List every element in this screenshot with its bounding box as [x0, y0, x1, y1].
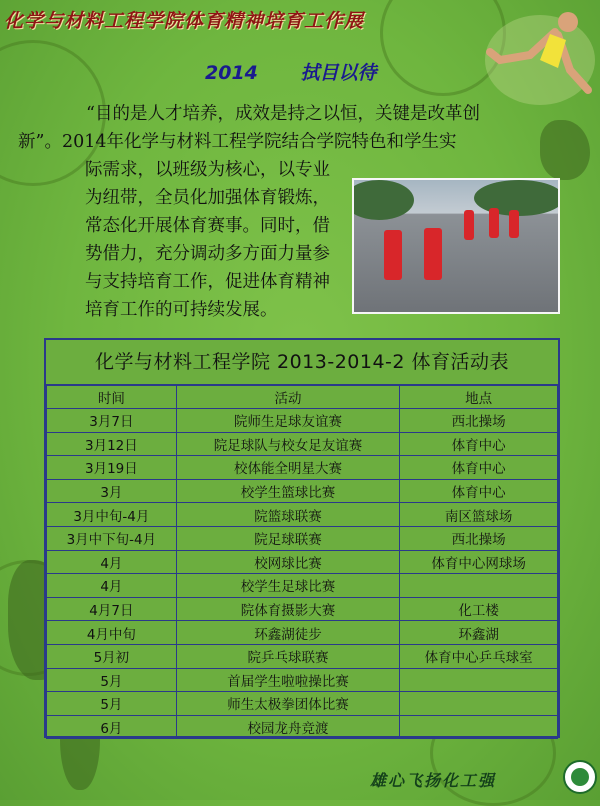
cell-activity: 院师生足球友谊赛 — [176, 409, 400, 433]
cell-location: 南区篮球场 — [400, 503, 558, 527]
cell-time: 5月初 — [47, 644, 177, 668]
cell-activity: 院足球队与校女足友谊赛 — [176, 432, 400, 456]
basketball-photo — [352, 178, 560, 314]
footer-slogan: 雄心飞扬化工强 — [370, 771, 497, 790]
column-header-time: 时间 — [47, 386, 177, 409]
table-row — [47, 621, 558, 645]
table-row — [47, 526, 558, 550]
table-row — [47, 432, 558, 456]
page-title: 化学与材料工程学院体育精神培育工作展 — [4, 10, 365, 32]
cell-activity: 校网球比赛 — [176, 550, 400, 574]
cell-time: 3月19日 — [47, 456, 177, 480]
cell-location: 体育中心乒乓球室 — [400, 644, 558, 668]
table-header-row — [47, 386, 558, 409]
cell-location — [400, 715, 558, 739]
intro-line: 为纽带，全员化加强体育锻炼， — [85, 188, 330, 208]
cell-activity: 院足球联赛 — [176, 526, 400, 550]
cell-location — [400, 692, 558, 716]
cell-location: 体育中心 — [400, 456, 558, 480]
table-row — [47, 479, 558, 503]
cell-time: 4月 — [47, 574, 177, 598]
cell-location — [400, 574, 558, 598]
photo-player — [464, 210, 474, 240]
cell-activity: 环鑫湖徒步 — [176, 621, 400, 645]
photo-player — [489, 208, 499, 238]
school-logo-icon — [563, 760, 597, 794]
column-header-location: 地点 — [400, 386, 558, 409]
intro-line: 新”。2014年化学与材料工程学院结合学院特色和学生实 — [18, 132, 457, 152]
cell-activity: 师生太极拳团体比赛 — [176, 692, 400, 716]
cell-time: 4月7日 — [47, 597, 177, 621]
photo-player — [424, 228, 442, 280]
cell-time: 5月 — [47, 692, 177, 716]
cell-location: 体育中心 — [400, 479, 558, 503]
cell-location: 西北操场 — [400, 526, 558, 550]
table-row — [47, 644, 558, 668]
table-row — [47, 692, 558, 716]
cell-activity: 校园龙舟竞渡 — [176, 715, 400, 739]
photo-player — [509, 210, 519, 238]
cell-activity: 院体育摄影大赛 — [176, 597, 400, 621]
table-row — [47, 597, 558, 621]
cell-location: 西北操场 — [400, 409, 558, 433]
cell-time: 3月7日 — [47, 409, 177, 433]
cell-location — [400, 668, 558, 692]
cell-time: 6月 — [47, 715, 177, 739]
cell-time: 3月12日 — [47, 432, 177, 456]
cell-activity: 首届学生啦啦操比赛 — [176, 668, 400, 692]
table-row — [47, 715, 558, 739]
table-row — [47, 550, 558, 574]
intro-line: 际需求，以班级为核心，以专业 — [85, 160, 330, 180]
activity-schedule-table — [44, 338, 560, 738]
column-header-activity: 活动 — [176, 386, 400, 409]
cell-location: 化工楼 — [400, 597, 558, 621]
cell-time: 4月 — [47, 550, 177, 574]
cell-location: 环鑫湖 — [400, 621, 558, 645]
intro-line: 势借力，充分调动多方面力量参 — [85, 244, 330, 264]
cell-location: 体育中心网球场 — [400, 550, 558, 574]
intro-line: “目的是人才培养，成效是持之以恒，关键是改革创 — [86, 104, 480, 124]
table-row — [47, 503, 558, 527]
cell-time: 4月中旬 — [47, 621, 177, 645]
cell-time: 5月 — [47, 668, 177, 692]
cell-time: 3月中下旬-4月 — [47, 526, 177, 550]
cell-activity: 校学生篮球比赛 — [176, 479, 400, 503]
table-row — [47, 409, 558, 433]
subtitle — [205, 58, 413, 88]
cell-activity: 院篮球联赛 — [176, 503, 400, 527]
subtitle-motto: 拭目以待 — [300, 62, 377, 84]
cell-activity: 校学生足球比赛 — [176, 574, 400, 598]
table-row — [47, 574, 558, 598]
cell-time: 3月中旬-4月 — [47, 503, 177, 527]
subtitle-year: 2014 — [205, 62, 258, 84]
photo-tree — [352, 180, 414, 220]
cell-time: 3月 — [47, 479, 177, 503]
schedule-title: 化学与材料工程学院 2013-2014-2 体育活动表 — [46, 340, 558, 385]
schedule-grid — [46, 385, 558, 739]
cell-activity: 院乒乓球联赛 — [176, 644, 400, 668]
cell-location: 体育中心 — [400, 432, 558, 456]
cell-activity: 校体能全明星大赛 — [176, 456, 400, 480]
photo-player — [384, 230, 402, 280]
intro-line: 常态化开展体育赛事。同时，借 — [85, 216, 330, 236]
intro-paragraph — [18, 100, 582, 156]
table-row — [47, 456, 558, 480]
intro-wrapped-text — [85, 156, 347, 324]
intro-line: 培育工作的可持续发展。 — [85, 300, 278, 320]
table-row — [47, 668, 558, 692]
intro-line: 与支持培育工作，促进体育精神 — [85, 272, 330, 292]
